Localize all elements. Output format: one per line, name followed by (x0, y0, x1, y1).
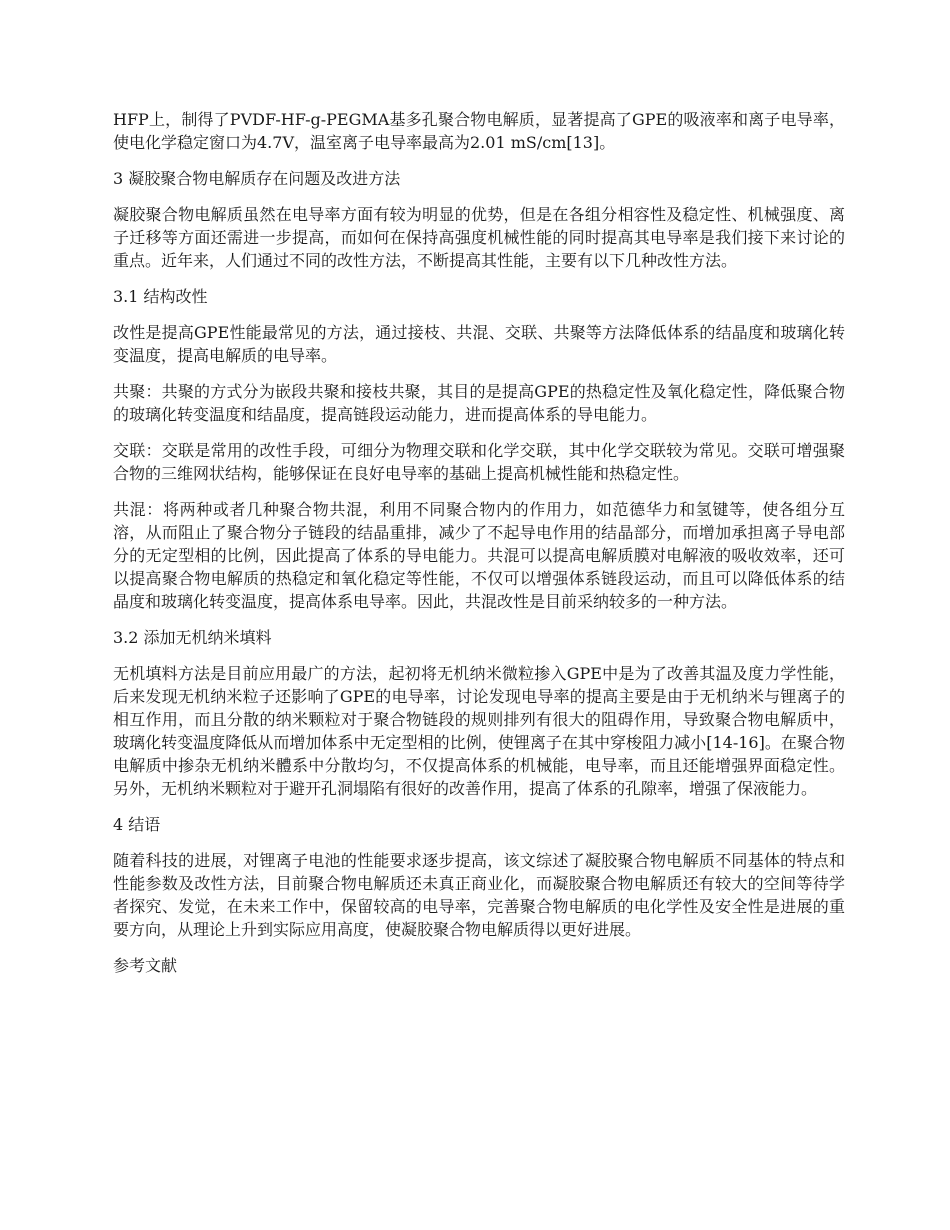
document-page (113, 108, 845, 990)
heading-section-3-1: 3.1 结构改性 (113, 287, 208, 306)
heading-section-3: 3 凝胶聚合物电解质存在问题及改进方法 (113, 169, 401, 188)
paragraph-blending: 共混：将两种或者几种聚合物共混，利用不同聚合物内的作用力，如范德华力和氢键等，使各组分互溶，从而阻止了聚合物分子链段的结晶重排，减少了不起导电作用的结晶部分，而增加承担离子导电部分的无定型相的比例，因此提高了体系的导电能力。共混可以提高电解质膜对电解液的吸收效率，还可以提高聚合物电解质的热稳定和氧化稳定等性能，不仅可以增强体系链段运动，而且可以降低体系的结晶度和玻璃化转变温度，提高体系电导率。因此，共混改性是目前采纳较多的一种方法。 (113, 500, 845, 611)
paragraph-pvdf-hfp-continuation: HFP上，制得了PVDF-HF-g-PEGMA基多孔聚合物电解质，显著提高了GPE的吸液率和离子电导率，使电化学稳定窗口为4.7V，温室离子电导率最高为2.01 mS/cm[13]。 (113, 110, 845, 152)
paragraph-conclusion: 随着科技的进展，对锂离子电池的性能要求逐步提高，该文综述了凝胶聚合物电解质不同基体的特点和性能参数及改性方法，目前聚合物电解质还未真正商业化，而凝胶聚合物电解质还有较大的空间等待学者探究、发觉，在未来工作中，保留较高的电导率，完善聚合物电解质的电化学性及安全性是进展的重要方向，从理论上升到实际应用高度，使凝胶聚合物电解质得以更好进展。 (113, 851, 845, 939)
heading-section-3-2: 3.2 添加无机纳米填料 (113, 628, 272, 647)
paragraph-modification-overview: 改性是提高GPE性能最常见的方法，通过接枝、共混、交联、共聚等方法降低体系的结晶度和玻璃化转变温度，提高电解质的电导率。 (113, 323, 845, 365)
paragraph-section-3-intro: 凝胶聚合物电解质虽然在电导率方面有较为明显的优势，但是在各组分相容性及稳定性、机械强度、离子迁移等方面还需进一步提高，而如何在保持高强度机械性能的同时提高其电导率是我们接下来讨论的重点。近年来，人们通过不同的改性方法，不断提高其性能，主要有以下几种改性方法。 (113, 205, 845, 270)
paragraph-copolymerization: 共聚：共聚的方式分为嵌段共聚和接枝共聚，其目的是提高GPE的热稳定性及氧化稳定性，降低聚合物的玻璃化转变温度和结晶度，提高链段运动能力，进而提高体系的导电能力。 (113, 382, 845, 424)
heading-references: 参考文献 (113, 956, 178, 975)
paragraph-crosslinking: 交联：交联是常用的改性手段，可细分为物理交联和化学交联，其中化学交联较为常见。交联可增强聚合物的三维网状结构，能够保证在良好电导率的基础上提高机械性能和热稳定性。 (113, 441, 845, 483)
paragraph-inorganic-fillers: 无机填料方法是目前应用最广的方法，起初将无机纳米微粒掺入GPE中是为了改善其温及度力学性能，后来发现无机纳米粒子还影响了GPE的电导率，讨论发现电导率的提高主要是由于无机纳米与锂离子的相互作用，而且分散的纳米颗粒对于聚合物链段的规则排列有很大的阻碍作用，导致聚合物电解质中，玻璃化转变温度降低从而增加体系中无定型相的比例，使锂离子在其中穿梭阻力减小[14-16]。在聚合物电解质中掺杂无机纳米體系中分散均匀，不仅提高体系的机械能，电导率，而且还能增强界面稳定性。另外，无机纳米颗粒对于避开孔洞塌陷有很好的改善作用，提高了体系的孔隙率，增强了保液能力。 (113, 664, 845, 798)
heading-section-4: 4 结语 (113, 815, 161, 834)
